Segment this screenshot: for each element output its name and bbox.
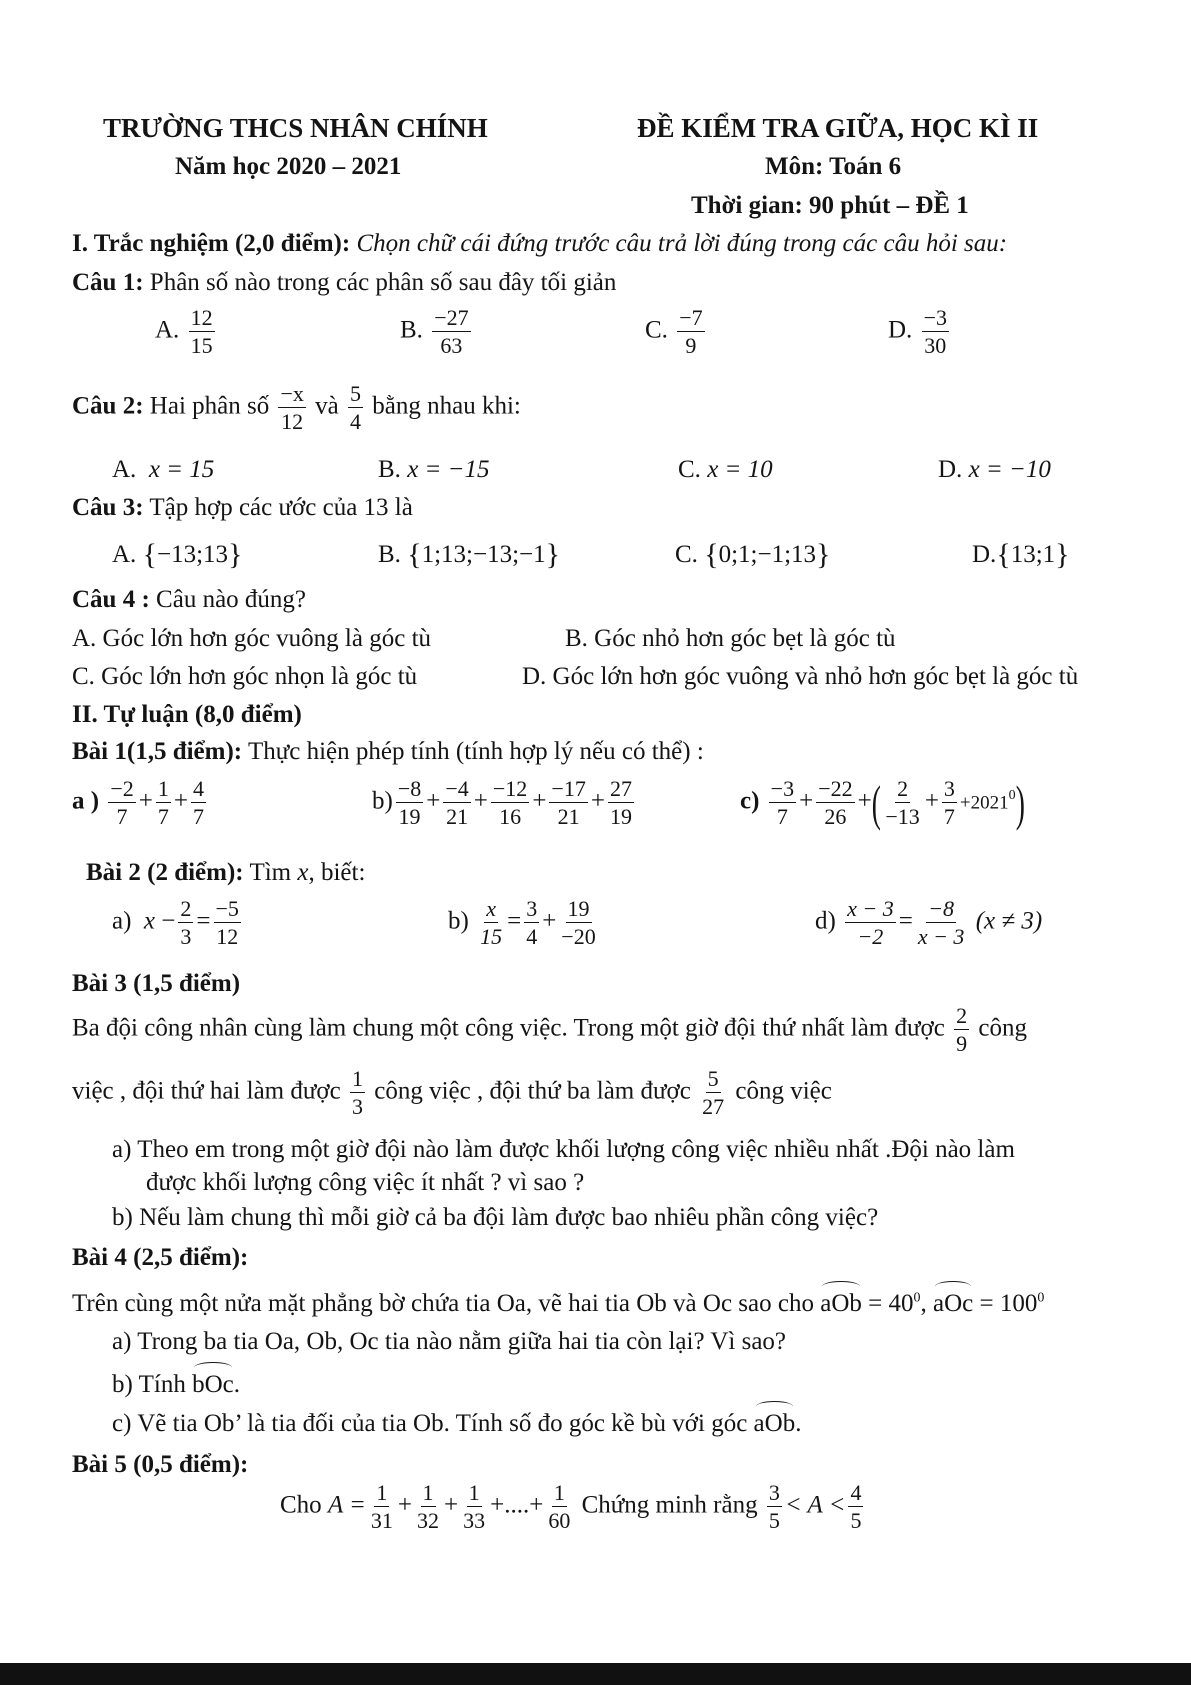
angle-aob-c: aOb	[754, 1405, 796, 1439]
fraction: $\frac{3}{7}$	[943, 776, 955, 830]
angle-aoc-value: = 100	[973, 1290, 1038, 1317]
fraction: $\frac{x}{15}$	[480, 896, 503, 950]
fraction: $\frac{-12}{16}$	[492, 776, 528, 830]
q4-option-b[interactable]: B. Góc nhỏ hơn góc bẹt là góc tù	[565, 625, 896, 652]
bai1-a: a ) $\frac{-2}{7}$ + $\frac{1}{7}$ + $\frac{4}{7}$	[72, 776, 204, 830]
bai5-a-symbol: A =	[327, 1491, 366, 1519]
q4-option-d[interactable]: D. Góc lớn hơn góc vuông và nhỏ hơn góc bẹt là góc tù	[522, 663, 1079, 690]
bai3-label: Bài 3 (1,5 điểm)	[72, 970, 241, 997]
fraction: $\frac{-8}{x - 3}$	[917, 896, 965, 950]
fraction: $\frac{3}{5}$	[768, 1480, 780, 1534]
bai4-question-b	[112, 1366, 240, 1400]
bai5-cho: Cho	[280, 1491, 322, 1519]
fraction: $\frac{-7}{9}$	[679, 305, 703, 359]
bai4-qb-text: b) Tính	[112, 1371, 186, 1398]
q1-option-b-letter: B.	[400, 316, 423, 344]
fraction: $\frac{-2}{7}$	[110, 776, 134, 830]
part1-instruction: Chọn chữ cái đứng trước câu trả lời đúng trong các câu hỏi sau:	[356, 230, 1008, 257]
fraction: $\frac{-22}{26}$	[818, 776, 853, 830]
q4-option-c[interactable]: C. Góc lớn hơn góc nhọn là góc tù	[72, 663, 418, 690]
fraction: $\frac{1}{60}$	[548, 1480, 571, 1534]
q3-option-a-value: −13;13	[156, 541, 229, 568]
q3-option-d-value: 13;1	[1010, 541, 1056, 568]
q3-option-d-letter: D.	[972, 541, 997, 568]
q1-option-d[interactable]	[888, 305, 952, 359]
q3-option-a[interactable]: A. {−13;13}	[112, 538, 243, 571]
q1-option-a[interactable]	[155, 305, 218, 359]
fraction: $\frac{1}{3}$	[351, 1066, 363, 1120]
q4-option-a[interactable]: A. Góc lớn hơn góc vuông là góc tù	[72, 625, 432, 652]
angle-boc: bOc	[192, 1366, 234, 1400]
question-2-text-b: bằng nhau khi:	[372, 392, 521, 420]
fraction: $\frac{-5}{12}$	[215, 896, 239, 950]
bai1-c-constant: 2021	[970, 792, 1009, 814]
fraction: $\frac{4}{7}$	[192, 776, 204, 830]
bai2-var: x	[297, 859, 309, 886]
q3-option-b-letter: B.	[378, 541, 401, 568]
degree-mark: 0	[1037, 1290, 1045, 1306]
bai5-prove: Chứng minh rằng	[581, 1491, 758, 1519]
school-name: TRƯỜNG THCS NHÂN CHÍNH	[103, 113, 488, 143]
bai3-line2-b: công việc , đội thứ ba làm được	[374, 1077, 691, 1105]
fraction: $\frac{5}{27}$	[702, 1066, 725, 1120]
fraction: $\frac{-3}{30}$	[923, 305, 947, 359]
bai3-line1	[72, 1003, 1027, 1057]
q2-option-c[interactable]	[678, 455, 773, 485]
separator: ,	[920, 1290, 927, 1317]
question-3	[72, 493, 413, 523]
q2-option-b-letter: B.	[378, 456, 401, 483]
q2-option-a-value: x = 15	[148, 456, 215, 483]
bai4-qc-end: .	[795, 1410, 802, 1437]
fraction: $\frac{12}{15}$	[190, 305, 213, 359]
bai4-question-a: a) Trong ba tia Oa, Ob, Oc tia nào nằm giữa hai tia còn lại? Vì sao?	[112, 1328, 787, 1355]
part2-heading: II. Tự luận (8,0 điểm)	[72, 701, 302, 728]
bai2-b: b) $\frac{x}{15}$ = $\frac{3}{4}$ + $\frac{19}{-20}$	[448, 896, 596, 950]
question-3-text: Tập hợp các ước của 13 là	[149, 494, 413, 521]
fraction: $\frac{2}{9}$	[956, 1003, 968, 1057]
bai2-label: Bài 2 (2 điểm):	[86, 859, 244, 886]
angle-aoc: aOc	[933, 1285, 973, 1319]
bai3-question-a-line2: được khối lượng công việc ít nhất ? vì sao ?	[146, 1169, 585, 1196]
exam-time: Thời gian: 90 phút – ĐỀ 1	[691, 192, 969, 219]
bai1-a-label: a )	[72, 787, 100, 815]
bai2-a-x: x	[143, 907, 156, 935]
q3-option-c[interactable]: C. {0;1;−1;13}	[675, 538, 831, 571]
bai5-inequality: < A <	[784, 1491, 846, 1519]
bai5-dots: +....+	[490, 1491, 544, 1519]
fraction: $\frac{3}{4}$	[526, 896, 538, 950]
fraction: $\frac{1}{7}$	[157, 776, 169, 830]
bai2-text-end: , biết:	[308, 859, 366, 886]
q3-option-a-letter: A.	[112, 541, 137, 568]
q2-option-b[interactable]	[378, 455, 490, 485]
bai3-line2	[72, 1066, 832, 1120]
bai4-label: Bài 4 (2,5 điểm):	[72, 1244, 249, 1271]
q2-option-c-value: x = 10	[707, 456, 773, 483]
q2-option-d-value: x = −10	[968, 456, 1051, 483]
bai2-text: Tìm	[249, 859, 292, 886]
fraction: $\frac{-27}{63}$	[434, 305, 469, 359]
q2-option-b-value: x = −15	[407, 456, 490, 483]
fraction: $\frac{-17}{21}$	[551, 776, 586, 830]
degree-mark: 0	[913, 1290, 921, 1306]
bai2-a-label: a)	[112, 907, 132, 935]
fraction: $\frac{-8}{19}$	[397, 776, 422, 830]
fraction: $\frac{2}{3}$	[180, 896, 192, 950]
exam-subject: Môn: Toán 6	[765, 153, 902, 180]
question-3-label: Câu 3:	[72, 494, 144, 521]
bai1-c-label: c)	[740, 787, 760, 815]
q1-option-c[interactable]	[645, 305, 708, 359]
fraction: $\frac{2}{-13}$	[885, 776, 920, 830]
bai2-b-label: b)	[448, 907, 469, 935]
fraction: $\frac{19}{-20}$	[561, 896, 596, 950]
q3-option-b-value: 1;13;−13;−1	[421, 541, 546, 568]
exam-title: ĐỀ KIỂM TRA GIỮA, HỌC KÌ II	[637, 113, 1039, 143]
bai4-statement	[72, 1285, 1044, 1319]
q3-option-b[interactable]: B. {1;13;−13;−1}	[378, 538, 561, 571]
fraction: $\frac{-x}{12}$	[280, 381, 304, 435]
q2-option-c-letter: C.	[678, 456, 701, 483]
q2-option-a-letter: A.	[112, 456, 137, 483]
bai1-label: Bài 1(1,5 điểm):	[72, 738, 243, 765]
school-year: Năm học 2020 – 2021	[175, 153, 402, 180]
question-2-and: và	[315, 392, 339, 420]
bai2-d-label: d)	[815, 907, 836, 935]
fraction: $\frac{-3}{7}$	[770, 776, 795, 830]
fraction: $\frac{5}{4}$	[350, 381, 361, 435]
angle-aob-value: = 40	[861, 1290, 914, 1317]
question-4-label: Câu 4 :	[72, 586, 150, 613]
question-2	[72, 381, 521, 435]
question-4	[72, 585, 306, 615]
q1-option-c-letter: C.	[645, 316, 668, 344]
fraction: $\frac{4}{5}$	[850, 1480, 862, 1534]
fraction: $\frac{27}{19}$	[609, 776, 632, 830]
part1-heading-line	[72, 229, 1007, 259]
bai4-qc-text: c) Vẽ tia Ob’ là tia đối của tia Ob. Tính số đo góc kề bù với góc	[112, 1410, 748, 1437]
bai1-heading	[72, 737, 704, 767]
q3-option-c-value: 0;1;−1;13	[718, 541, 817, 568]
bai2-d: d) $\frac{x - 3}{-2}$ = $\frac{-8}{x - 3}$ (x ≠ 3)	[815, 896, 1043, 950]
q3-option-d[interactable]: D.{13;1}	[972, 538, 1070, 571]
q2-option-a[interactable]	[112, 455, 214, 485]
question-1-text: Phân số nào trong các phân số sau đây tối giản	[149, 269, 617, 296]
bai1-b-label: b)	[372, 787, 393, 815]
fraction: $\frac{1}{32}$	[417, 1480, 439, 1534]
fraction: $\frac{1}{33}$	[463, 1480, 486, 1534]
bai4-text: Trên cùng một nửa mặt phẳng bờ chứa tia Oa, vẽ hai tia Ob và Oc sao cho	[72, 1290, 814, 1317]
q2-option-d[interactable]	[938, 455, 1051, 485]
bai5-statement: Cho A = $\frac{1}{31}$ + $\frac{1}{32}$ + $\frac{1}{33}$ +....+ $\frac{1}{60}$ Chứng minh rằng $\frac{3}{5}$ < A < $\frac{4}{5}$	[280, 1480, 862, 1534]
angle-aob: aOb	[820, 1285, 862, 1319]
bai4-qb-end: .	[233, 1371, 240, 1398]
bai3-question-a-line1: a) Theo em trong một giờ đội nào làm được khối lượng công việc nhiều nhất .Đội nào làm	[112, 1136, 1015, 1163]
bai3-line2-c: công việc	[735, 1077, 832, 1105]
q1-option-d-letter: D.	[888, 316, 913, 344]
question-4-text: Câu nào đúng?	[156, 586, 307, 613]
bai3-line1-end: công	[978, 1014, 1027, 1042]
bai3-question-b: b) Nếu làm chung thì mỗi giờ cả ba đội làm được bao nhiêu phần công việc?	[112, 1204, 879, 1231]
scan-edge-bar	[0, 1663, 1191, 1685]
fraction: $\frac{-4}{21}$	[445, 776, 469, 830]
bai4-question-c	[112, 1405, 801, 1439]
bai2-d-condition: (x ≠ 3)	[975, 907, 1043, 935]
bai1-c-exponent: 0	[1008, 788, 1016, 804]
question-1-label: Câu 1:	[72, 269, 144, 296]
q2-option-d-letter: D.	[938, 456, 963, 483]
q1-option-b[interactable]	[400, 305, 474, 359]
bai3-line1-text: Ba đội công nhân cùng làm chung một công việc. Trong một giờ đội thứ nhất làm được	[72, 1014, 945, 1042]
q3-option-c-letter: C.	[675, 541, 698, 568]
bai1-b: b) $\frac{-8}{19}$ + $\frac{-4}{21}$ + $\frac{-12}{16}$ + $\frac{-17}{21}$ + $\frac{27}{19}$	[372, 776, 632, 830]
bai2-a: a) x − $\frac{2}{3}$ = $\frac{-5}{12}$	[112, 896, 239, 950]
bai1-c: c) $\frac{-3}{7}$ + $\frac{-22}{26}$ +( $\frac{2}{-13}$ + $\frac{3}{7}$ $+2021^0$)	[740, 774, 1025, 831]
fraction: $\frac{x - 3}{-2}$	[847, 896, 894, 950]
bai3-line2-a: việc , đội thứ hai làm được	[72, 1077, 341, 1105]
bai1-text: Thực hiện phép tính (tính hợp lý nếu có thể) :	[247, 738, 704, 765]
bai2-heading	[86, 858, 365, 888]
part1-heading: I. Trắc nghiệm (2,0 điểm):	[72, 230, 351, 257]
q1-option-a-letter: A.	[155, 316, 180, 344]
question-1	[72, 268, 616, 298]
question-2-text-a: Hai phân số	[149, 392, 270, 420]
bai5-label: Bài 5 (0,5 điểm):	[72, 1451, 249, 1478]
fraction: $\frac{1}{31}$	[370, 1480, 393, 1534]
question-2-label: Câu 2:	[72, 392, 144, 420]
